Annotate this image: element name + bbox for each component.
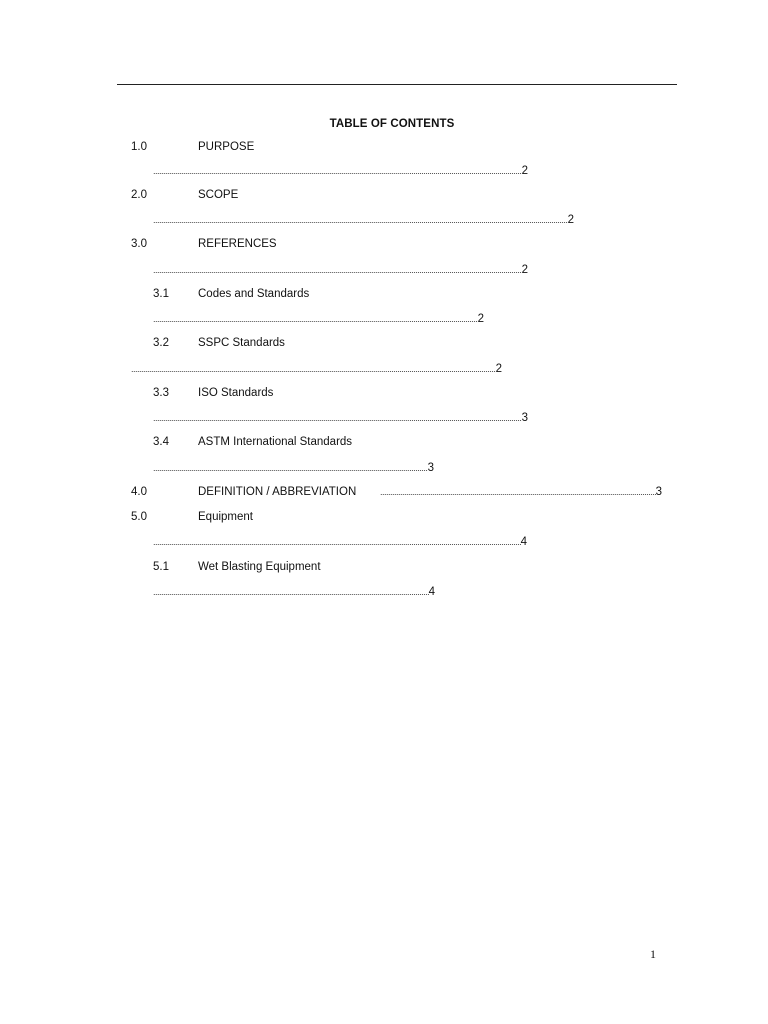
toc-entry-number: 4.0 xyxy=(131,486,147,498)
toc-entry-number: 5.1 xyxy=(153,561,169,573)
toc-entry-page: 4 xyxy=(520,536,527,548)
toc-leader-sspc-standards xyxy=(131,363,502,375)
toc-leader-purpose xyxy=(153,165,528,177)
toc-entry-title: SCOPE xyxy=(198,189,239,201)
toc-entry-page: 2 xyxy=(567,214,574,226)
dot-leader xyxy=(153,463,428,473)
dot-leader xyxy=(153,215,568,225)
page-number: 1 xyxy=(650,947,656,961)
toc-leader-astm-international-standards xyxy=(153,462,434,474)
toc-leader-codes-and-standards xyxy=(153,313,484,325)
toc-entry-page: 2 xyxy=(495,363,502,375)
toc-entry-title: Codes and Standards xyxy=(198,288,310,300)
toc-entry-page: 3 xyxy=(427,462,434,474)
toc-entry-title: ASTM International Standards xyxy=(198,436,353,448)
toc-entry-title: REFERENCES xyxy=(198,238,277,250)
toc-title: TABLE OF CONTENTS xyxy=(329,118,455,130)
toc-entry-page: 3 xyxy=(521,412,528,424)
toc-entry-astm-international-standards[interactable] xyxy=(0,436,768,452)
toc-entry-number: 1.0 xyxy=(131,141,147,153)
dot-leader xyxy=(153,314,478,324)
toc-entry-page: 2 xyxy=(477,313,484,325)
toc-leader-wet-blasting-equipment xyxy=(153,586,435,598)
toc-entry-page: 4 xyxy=(428,586,435,598)
dot-leader xyxy=(153,265,522,275)
toc-entry-page: 3 xyxy=(655,486,662,498)
toc-entry-number: 3.1 xyxy=(153,288,169,300)
toc-entry-title: PURPOSE xyxy=(198,141,255,153)
toc-entry-number: 5.0 xyxy=(131,511,147,523)
toc-entry-title: Wet Blasting Equipment xyxy=(198,561,321,573)
dot-leader xyxy=(380,487,656,497)
toc-entry-wet-blasting-equipment[interactable] xyxy=(0,561,768,577)
toc-entry-page: 2 xyxy=(521,264,528,276)
toc-entry-references[interactable] xyxy=(0,238,768,254)
toc-leader-references xyxy=(153,264,528,276)
toc-entry-number: 3.3 xyxy=(153,387,169,399)
toc-leader-definition-abbreviation xyxy=(380,486,662,498)
toc-entry-scope[interactable] xyxy=(0,189,768,205)
toc-entry-sspc-standards[interactable] xyxy=(0,337,768,353)
toc-leader-iso-standards xyxy=(153,412,528,424)
dot-leader xyxy=(153,166,522,176)
toc-entry-page: 2 xyxy=(521,165,528,177)
toc-leader-equipment xyxy=(153,536,527,548)
toc-entry-equipment[interactable] xyxy=(0,511,768,527)
toc-entry-number: 2.0 xyxy=(131,189,147,201)
dot-leader xyxy=(153,413,522,423)
top-rule xyxy=(117,84,677,85)
dot-leader xyxy=(153,587,429,597)
toc-entry-number: 3.0 xyxy=(131,238,147,250)
toc-entry-title: SSPC Standards xyxy=(198,337,285,349)
toc-entry-number: 3.4 xyxy=(153,436,169,448)
dot-leader xyxy=(131,364,496,374)
dot-leader xyxy=(153,537,521,547)
toc-entry-number: 3.2 xyxy=(153,337,169,349)
toc-leader-scope xyxy=(153,214,574,226)
toc-entry-codes-and-standards[interactable] xyxy=(0,288,768,304)
toc-entry-purpose[interactable] xyxy=(0,141,768,157)
toc-entry-iso-standards[interactable] xyxy=(0,387,768,403)
toc-entry-title: DEFINITION / ABBREVIATION xyxy=(198,486,357,498)
toc-entry-title: ISO Standards xyxy=(198,387,274,399)
toc-entry-title: Equipment xyxy=(198,511,253,523)
